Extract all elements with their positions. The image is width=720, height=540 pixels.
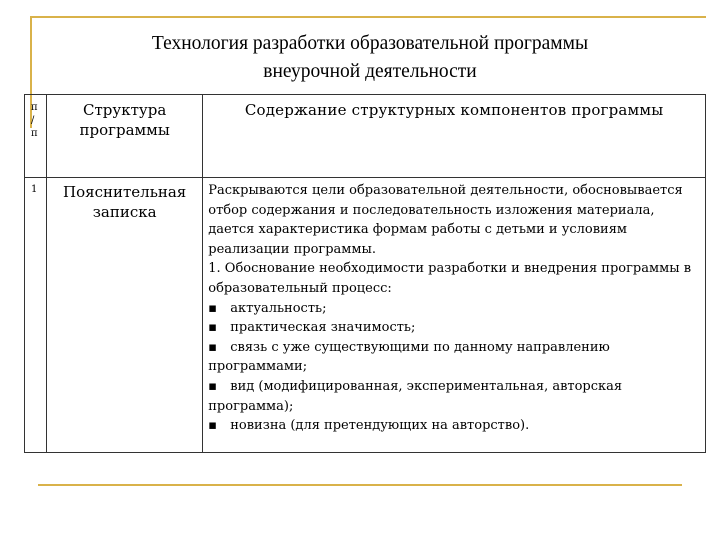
bullet-item	[208, 416, 699, 436]
bullet-icon: ▪	[208, 300, 218, 316]
bullet-text: практическая значимость;	[230, 320, 416, 336]
row-structure-line-2: записка	[92, 203, 157, 221]
row-number-cell: 1	[25, 178, 47, 453]
header-number-line-3: п	[31, 128, 38, 139]
bullet-text: связь с уже существующими по данному направлению программами;	[208, 339, 610, 375]
bullet-icon: ▪	[208, 418, 218, 434]
program-structure-table	[24, 94, 706, 453]
header-structure-cell	[47, 95, 203, 178]
header-number-line-2: /	[31, 115, 35, 126]
bullet-text: вид (модифицированная, экспериментальная, авторская программа);	[208, 378, 623, 414]
row-structure-cell	[47, 178, 203, 453]
header-number-cell	[25, 95, 47, 178]
header-content-cell: Содержание структурных компонентов программы	[203, 95, 706, 178]
table-header-row	[25, 95, 706, 178]
row-structure-line-1: Пояснительная	[63, 183, 187, 201]
bullet-item	[208, 338, 699, 377]
decorative-top-line	[30, 16, 706, 18]
decorative-bottom-line	[38, 484, 682, 486]
slide-title-line-1: Технология разработки образовательной программы	[151, 33, 589, 54]
header-structure-line-2: программы	[79, 121, 170, 139]
row-content-cell	[203, 178, 706, 453]
content-point-1: 1. Обоснование необходимости разработки и внедрения программы в образовательный процесс:	[208, 261, 692, 296]
slide-title-line-2: внеурочной деятельности	[263, 61, 477, 82]
content-intro-paragraph: Раскрываются цели образовательной деятельности, обосновывается отбор содержания и последовательность изложения материала, дается характеристика формам работы с детьми и условиям реализации программы.	[208, 183, 683, 257]
bullet-text: актуальность;	[230, 300, 327, 316]
bullet-icon: ▪	[208, 320, 218, 336]
slide-title	[40, 30, 700, 86]
bullet-item	[208, 299, 699, 319]
bullet-item	[208, 318, 699, 338]
table-row	[25, 178, 706, 453]
bullet-icon: ▪	[208, 378, 218, 394]
bullet-icon: ▪	[208, 339, 218, 355]
header-structure-line-1: Структура	[83, 101, 167, 119]
header-number-line-1: п	[31, 102, 38, 113]
bullet-text: новизна (для претендующих на авторство).	[230, 418, 530, 434]
bullet-item	[208, 377, 699, 416]
